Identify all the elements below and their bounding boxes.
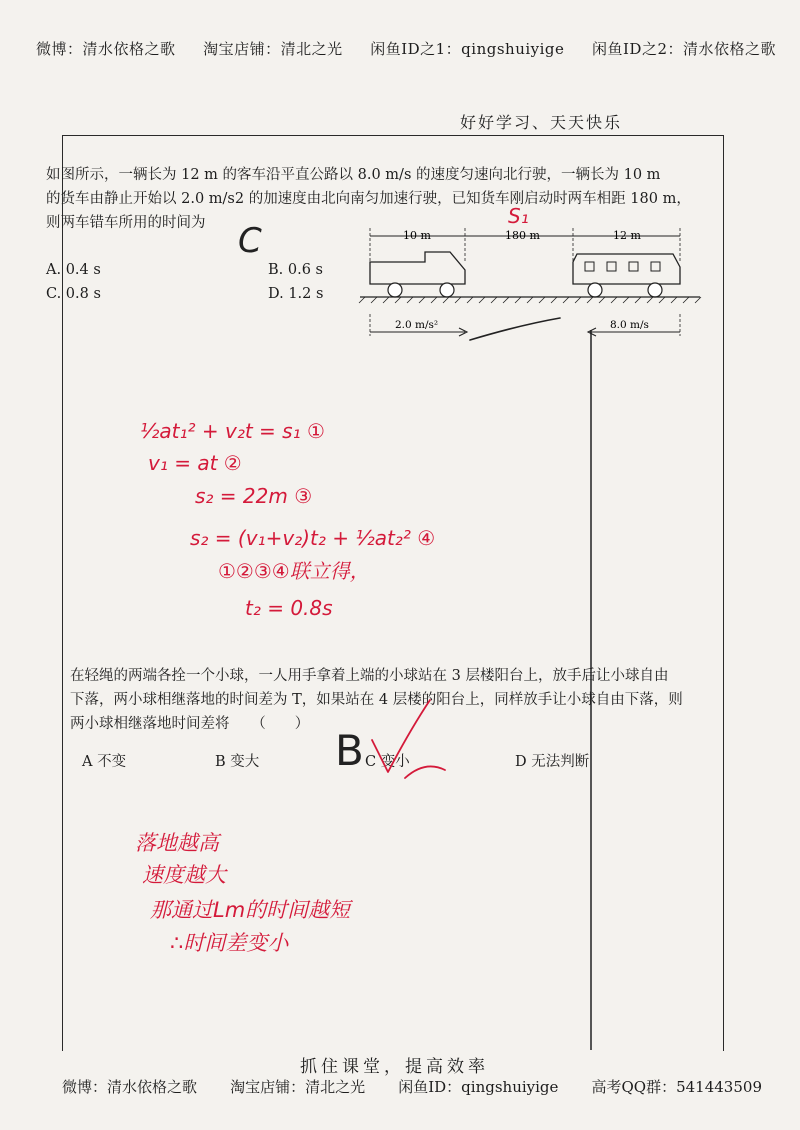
header-taobao: 淘宝店铺：清北之光 — [203, 40, 343, 58]
red-slash — [405, 766, 445, 778]
q1-line1: 如图所示，一辆长为 12 m 的客车沿平直公路以 8.0 m/s 的速度匀速向北行驶，一辆长为 10 m — [46, 167, 661, 183]
q1-note-2: v₁ = at ② — [148, 451, 242, 475]
dim-bus: 12 m — [613, 229, 641, 242]
q1-line2: 的货车由静止开始以 2.0 m/s2 的加速度由北向南匀加速行驶，已知货车刚启动时两车相距 180 m， — [46, 191, 691, 207]
header-xianyu1: 闲鱼ID之1：qingshuiyige — [370, 40, 565, 58]
q2-option-c: C 变小 — [365, 754, 410, 770]
q2-note-2: 速度越大 — [142, 863, 226, 887]
q2-line3: 两小球相继落地时间差将 （ ） — [70, 716, 310, 732]
q2-line1: 在轻绳的两端各拴一个小球，一人用手拿着上端的小球站在 3 层楼阳台上，放手后让小球自由 — [70, 668, 669, 684]
q1-pen-answer: C — [238, 221, 262, 261]
q1-note-5: ①②③④联立得， — [218, 559, 370, 583]
pen-stroke — [470, 318, 560, 340]
footer-weibo: 微博：清水依格之歌 — [62, 1078, 198, 1096]
slogan: 好好学习、天天快乐 — [460, 113, 623, 132]
q2-line2: 下落，两小球相继落地的时间差为 T，如果站在 4 层楼的阳台上，同样放手让小球自由下落，则 — [70, 692, 683, 708]
truck-acc-label: 2.0 m/s² — [395, 319, 439, 331]
q1-note-4: s₂ = (v₁+v₂)t₂ + ½at₂² ④ — [190, 526, 436, 550]
dim-gap: 180 m — [505, 229, 540, 242]
q1-red-notes — [140, 419, 435, 620]
header-weibo: 微博：清水依格之歌 — [36, 40, 176, 58]
q1-option-b: B. 0.6 s — [268, 262, 323, 278]
header-xianyu2: 闲鱼ID之2：清水依格之歌 — [592, 40, 776, 58]
dim-truck: 10 m — [403, 229, 431, 242]
q2-note-3: 那通过Lm的时间越短 — [150, 898, 351, 922]
footer-taobao: 淘宝店铺：清北之光 — [230, 1078, 366, 1096]
q2-red-notes — [135, 831, 354, 955]
q1-note-6: t₂ = 0.8s — [245, 596, 333, 620]
q1-option-a: A. 0.4 s — [46, 262, 101, 278]
footer-bar — [62, 1076, 762, 1097]
footer-xianyu: 闲鱼ID：qingshuiyige — [398, 1078, 559, 1096]
footer-motto: 抓住课堂，提高效率 — [300, 1057, 489, 1077]
footer-qq: 高考QQ群：541443509 — [591, 1078, 762, 1096]
q1-note-1: ½at₁² + v₂t = s₁ ① — [140, 419, 325, 443]
bus-speed-label: 8.0 m/s — [610, 319, 649, 331]
q1-line3: 则两车错车所用的时间为 — [46, 215, 206, 231]
q2-option-a: A 不变 — [82, 754, 127, 770]
q1-option-c: C. 0.8 s — [46, 286, 101, 302]
q2-option-b: B 变大 — [215, 754, 260, 770]
q2-pen-answer: B — [335, 726, 364, 775]
q1-note-3: s₂ = 22m ③ — [195, 484, 313, 508]
q2-note-1: 落地越高 — [135, 831, 219, 855]
q2-note-4: ∴时间差变小 — [170, 931, 289, 955]
q2-option-d: D 无法判断 — [515, 754, 590, 770]
red-check-mark — [372, 700, 430, 772]
s1-label: S₁ — [508, 204, 529, 228]
q1-option-d: D. 1.2 s — [268, 286, 324, 302]
